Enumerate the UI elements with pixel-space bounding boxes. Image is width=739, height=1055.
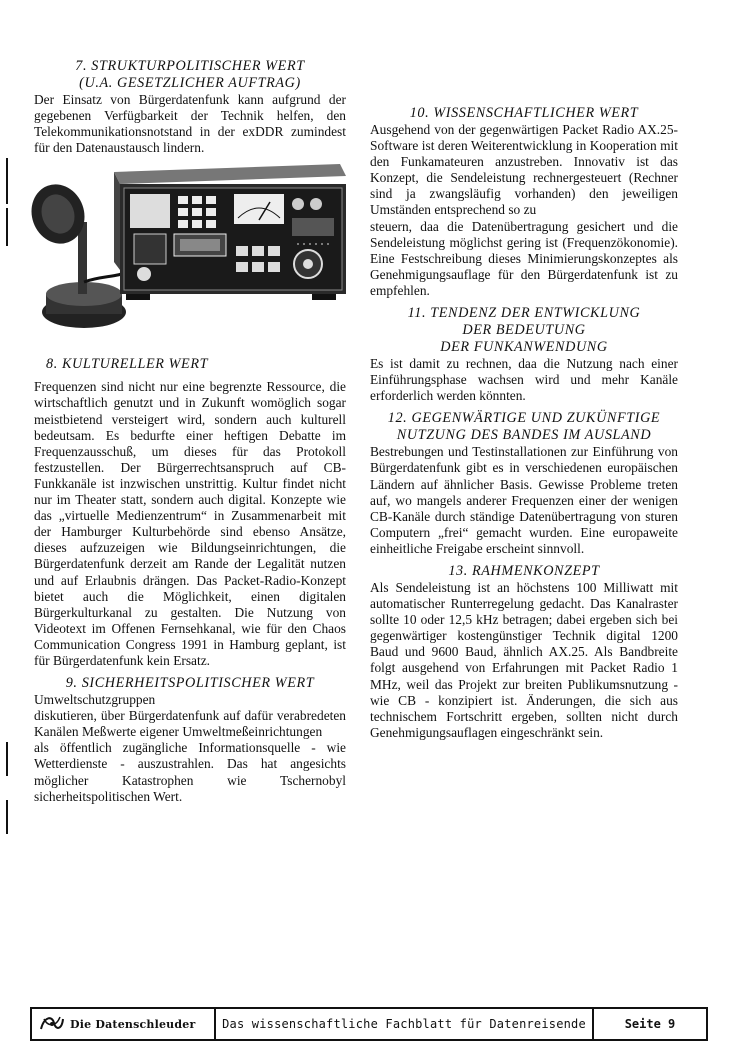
- section-9-line1: Umweltschutzgruppen: [34, 692, 156, 708]
- section-7-body: Der Einsatz von Bürgerdatenfunk kann aufgrund der gegebenen Verfügbarkeit der Technik helfen, den Telekommunikationsnotstand in der exDDR zumindest für den Datenaustausch lindern.: [34, 92, 346, 156]
- section-11-title-line2: DER BEDEUTUNG: [462, 322, 586, 339]
- section-10-title: 10. WISSENSCHAFTLICHER WERT: [409, 105, 639, 121]
- section-10-body1: Ausgehend von der gegenwärtigen Packet Radio AX.25-Software ist deren Weiterentwicklung in Kooperation mit den Funkamateuren anzustreben. Innovativ ist das Konzept, die Sendeleistung rechnergesteuert (Rechner sind ja zwangsläufig vorhanden) den jeweiligen Umständen entsprechend so zu: [370, 122, 678, 218]
- section-13-body: Als Sendeleistung ist an höchstens 100 Milliwatt mit automatischer Runterregelung gedacht. Das Kanalraster sollte 10 oder 12,5 kHz betragen; dabei ergeben sich bei gegenwärtiger kostengünstiger Technik digital 1200 Baud und 9600 Baud, ähnlich AX.25. Als Bandbreite folgt ausgehend von Erfahrungen mit Packet Radio 1 MHz, weil das Projekt zur breiten Publikumsnutzung - wie CB - konzipiert ist. Änderungen, die sich aus technischem Fortschritt ergeben, sollten nicht durch Genehmigungsauflagen eingeschränkt sein.: [370, 579, 678, 740]
- section-12-body: Bestrebungen und Testinstallationen zur Einführung von Bürgerdatenfunk gibt es in verschiedenen europäischen Ländern auf ähnlicher Basis. Gewisse Probleme treten auf, wo mangels anderer Frequenzen einer der wenigen CB-Kanäle durch ständige Datenübertragung von sturen Computern „frei“ gemacht wurden. Eine europaweite einheitliche Freigabe erscheint sinnvoll.: [370, 444, 678, 556]
- footer-logo-text: Die Datenschleuder: [70, 1017, 196, 1031]
- margin-mark: [6, 158, 8, 204]
- radio-drawing: [22, 162, 352, 352]
- section-9-line2: diskutieren, über Bürgerdatenfunk auf dafür verabredeten Kanälen Meßwerte eigener Umweltmeßeinrichtungen: [34, 708, 346, 740]
- section-12-title-line2: NUTZUNG DES BANDES IM AUSLAND: [396, 427, 652, 444]
- section-7-title-line1: 7. STRUKTURPOLITISCHER WERT: [75, 58, 305, 74]
- section-9-title: 9. SICHERHEITSPOLITISCHER WERT: [65, 675, 315, 692]
- section-9-line3: als öffentlich zugängliche Informationsquelle - wie Wetterdienste - auszustrahlen. Das hat angesichts möglicher Katastrophen wie Tschernobyl sicherheitspolitischen Wert.: [34, 740, 346, 804]
- margin-mark: [6, 800, 8, 834]
- section-10-body2: steuern, daa die Datenübertragung gesichert und die Sendeleistung möglichst gering ist (Frequenzökonomie). Eine Festschreibung dieses Minimierungskonzeptes als Genehmigungsauflage für den Bürgerdatenfunk ist zu empfehlen.: [370, 218, 678, 298]
- margin-mark: [6, 208, 8, 246]
- cb-radio-illustration: [22, 162, 352, 352]
- chaos-knot-icon: [38, 1013, 66, 1035]
- section-11-body: Es ist damit zu rechnen, daa die Nutzung nach einer Einführungsphase wachsen wird und mehr Kanäle erforderlich werden könnten.: [370, 356, 678, 404]
- section-8-body: Frequenzen sind nicht nur eine begrenzte Ressource, die wirtschaftlich genutzt und in Zukunft womöglich sogar meistbietend versteigert wird, sondern auch kulturell bedeutsam. Es bedurfte einer heftigen Debatte im Frequenzausschuß, um dieses für das Protokoll festzustellen. Der Bürgerrechtsanspruch auf CB-Funkkanäle ist inzwischen unstrittig. Kultur findet nicht nur im Theater statt, sondern auch digital. Konzepte wie das „virtuelle Medienzentrum“ in Zusammenarbeit mit der Hamburger Kulturbehörde sind ebenso Ansätze, dieses aufzuzeigen wie Bildungseinrichtungen, die Bürgerdatenfunk derzeit am Rande der Legalität nutzen und auf Erlaubnis drängen. Das Packet-Radio-Konzept bietet auch die Möglichkeit, einen digitalen Bürgerkulturkanal zu gestalten. Die Nutzung von Videotext im Offenen Fernsehkanal, wie für den Chaos Communication Congress 1991 in Hamburg geplant, ist für Bürgerdatenfunk kein Ersatz.: [34, 379, 346, 668]
- section-12-title-line1: 12. GEGENWÄRTIGE UND ZUKÜNFTIGE: [387, 410, 661, 427]
- page-number: Seite 9: [624, 1017, 676, 1031]
- left-column: [34, 58, 346, 805]
- section-13-title: 13. RAHMENKONZEPT: [448, 562, 600, 579]
- section-11-title-line1: 11. TENDENZ DER ENTWICKLUNG: [407, 305, 641, 322]
- footer-logo: [32, 1009, 216, 1039]
- footer-tagline: Das wissenschaftliche Fachblatt für Datenreisende: [216, 1009, 594, 1039]
- right-column: [370, 105, 678, 741]
- margin-mark: [6, 742, 8, 776]
- section-8-title: 8. KULTURELLER WERT: [46, 356, 209, 373]
- section-7-title-line2: (U.A. GESETZLICHER AUFTRAG): [79, 75, 301, 91]
- section-11-title-line3: DER FUNKANWENDUNG: [440, 339, 608, 356]
- footer-bar: [30, 1007, 708, 1041]
